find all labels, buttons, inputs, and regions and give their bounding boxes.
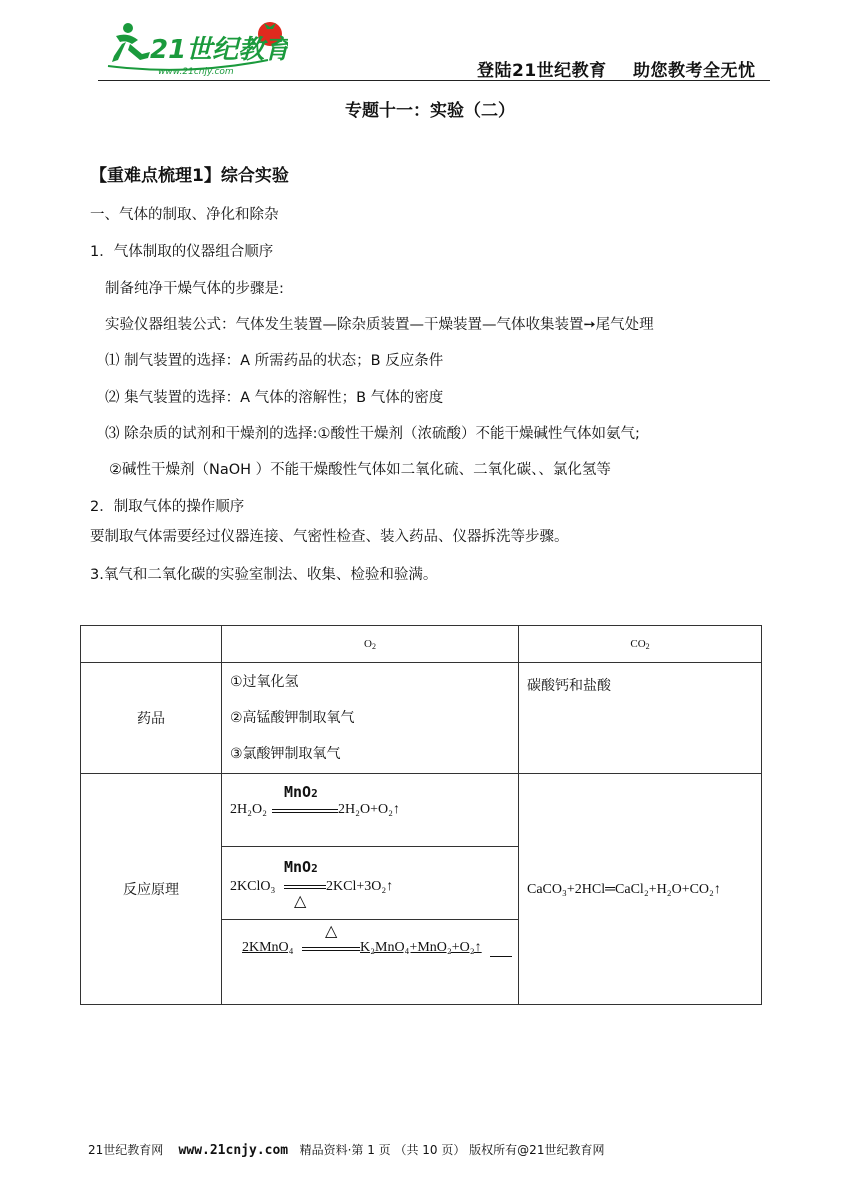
row-label-reagents: 药品 [81, 663, 222, 774]
header-divider [98, 80, 770, 81]
equation-kmno4 [222, 920, 518, 1004]
equals-sign [284, 885, 326, 889]
logo-url: www.21cnjy.com [158, 67, 234, 77]
eq1-right: 2H₂O+O₂↑ [338, 802, 400, 817]
footer-url[interactable]: www.21cnjy.com [178, 1143, 289, 1158]
section-heading: 【重难点梳理1】综合实验 [90, 166, 289, 186]
text-line: ⑵ 集气装置的选择：A 气体的溶解性；B 气体的密度 [105, 390, 444, 406]
header-slogan-left: 登陆21世纪教育 [477, 61, 607, 81]
heat-symbol: △ [294, 891, 307, 910]
table-row [81, 663, 762, 774]
text-line: 实验仪器组装公式：气体发生装置—除杂质装置—干燥装置—气体收集装置➙尾气处理 [105, 317, 654, 333]
table-row [81, 774, 762, 1005]
co2-equation: CaCO₃+2HCl═CaCl₂+H₂O+CO₂↑ [527, 881, 721, 897]
heat-symbol: △ [325, 921, 338, 940]
logo-text: 21世纪教育 [150, 35, 288, 65]
table-header-row [81, 626, 762, 663]
equation-kclo3 [222, 847, 518, 920]
column-header-co2: $CO_2$ [519, 626, 762, 663]
footer-site: 21世纪教育网 [88, 1143, 164, 1157]
header-slogan-right: 助您教考全无忧 [633, 61, 756, 81]
list-item: ②高锰酸钾制取氧气 [230, 710, 355, 726]
catalyst-label: MnO2 [284, 783, 318, 801]
equals-sign [302, 947, 360, 951]
text-line: ⑴ 制气装置的选择：A 所需药品的状态；B 反应条件 [105, 353, 444, 369]
footer-copyright: 精品资料·第 1 页 （共 10 页） 版权所有@21世纪教育网 [299, 1143, 605, 1157]
co2-equation-cell [519, 774, 762, 1005]
text-line: ⑶ 除杂质的试剂和干燥剂的选择:①酸性干燥剂（浓硫酸）不能干燥碱性气体如氨气; [105, 426, 640, 442]
text-line: 1．气体制取的仪器组合顺序 [90, 244, 274, 260]
text-line: 3.氧气和二氧化碳的实验室制法、收集、检验和验满。 [90, 567, 438, 583]
text-line: 一、气体的制取、净化和除杂 [90, 207, 279, 223]
equals-sign [272, 809, 338, 813]
site-logo [98, 14, 288, 80]
o2-reagents-cell [222, 663, 519, 774]
eq2-right: 2KCl+3O₂↑ [326, 879, 394, 894]
comparison-table [80, 625, 762, 1005]
eq3-right: K₂MnO₄+MnO₂+O₂↑ [360, 940, 482, 955]
text-line: ②碱性干燥剂（NaOH ）不能干燥酸性气体如二氧化硫、二氧化碳、、氯化氢等 [109, 462, 611, 478]
text-line: 2．制取气体的操作顺序 [90, 499, 245, 515]
co2-reagent-cell [519, 663, 762, 774]
text-line: 制备纯净干燥气体的步骤是: [105, 281, 284, 297]
table-corner-cell [81, 626, 222, 663]
o2-equations-cell [222, 774, 519, 1005]
underline-extension [490, 956, 512, 957]
eq1-left: 2H₂O₂ [230, 802, 267, 817]
list-item: ③氯酸钾制取氧气 [230, 746, 341, 762]
footer [88, 1141, 604, 1158]
row-label-principle: 反应原理 [81, 774, 222, 1005]
column-header-o2: $O_2$ [222, 626, 519, 663]
co2-reagent-text: 碳酸钙和盐酸 [527, 678, 611, 694]
text-line: 要制取气体需要经过仪器连接、气密性检查、装入药品、仪器拆洗等步骤。 [90, 529, 569, 545]
list-item: ①过氧化氢 [230, 674, 299, 690]
catalyst-label: MnO2 [284, 858, 318, 876]
eq2-left: 2KClO₃ [230, 879, 276, 894]
equation-h2o2 [222, 774, 518, 847]
eq3-left: 2KMnO₄ [242, 940, 294, 955]
page-title: 专题十一：实验（二） [345, 101, 515, 121]
